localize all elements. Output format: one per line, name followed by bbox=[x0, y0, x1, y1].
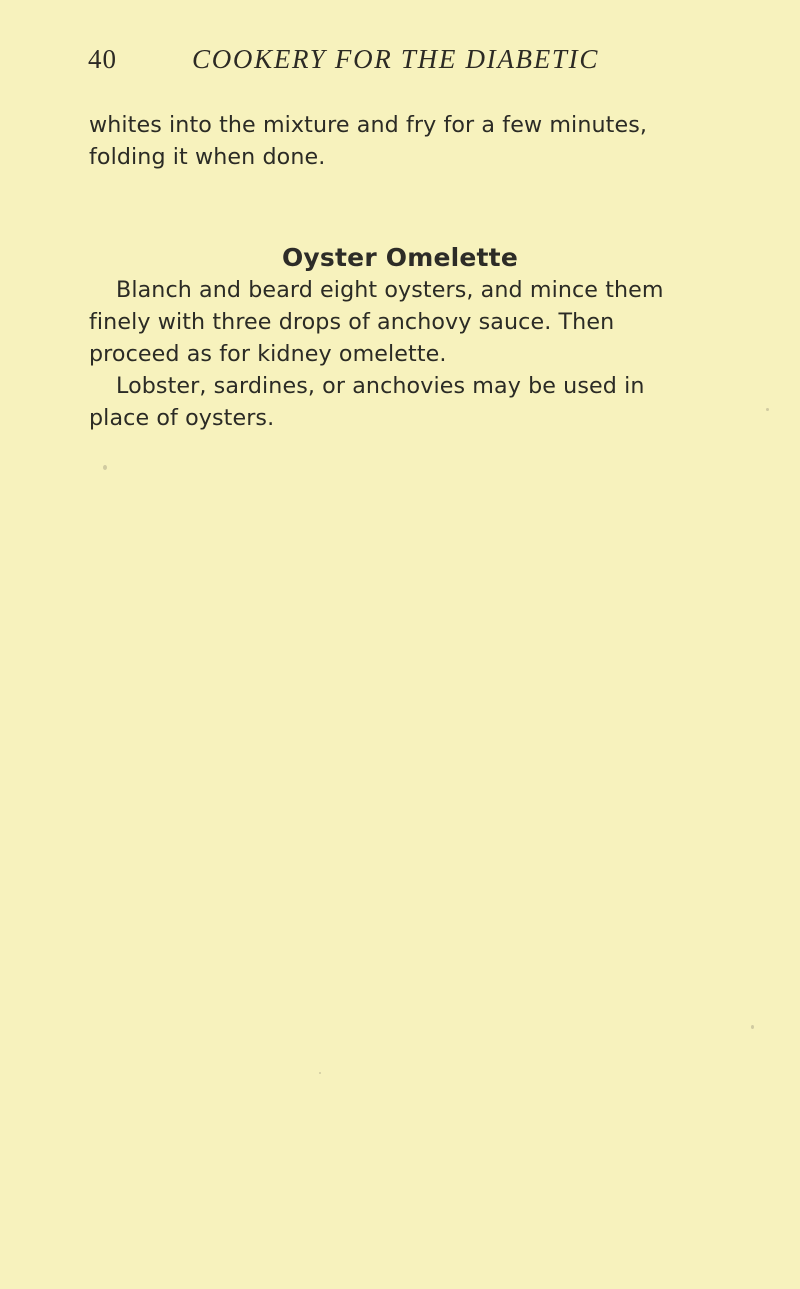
paper-speck bbox=[319, 1072, 321, 1074]
paper-speck bbox=[751, 1025, 754, 1029]
page-number: 40 bbox=[88, 44, 117, 74]
paper-speck bbox=[103, 465, 107, 470]
continued-paragraph bbox=[89, 109, 756, 173]
recipe-paragraph bbox=[89, 274, 756, 370]
paragraph-line: finely with three drops of anchovy sauce. Then bbox=[89, 309, 615, 335]
paragraph-line: whites into the mixture and fry for a few minutes, bbox=[89, 112, 648, 138]
paragraph-line: Blanch and beard eight oysters, and mince them bbox=[116, 277, 664, 303]
paragraph-line: proceed as for kidney omelette. bbox=[89, 341, 447, 367]
paragraph-line: place of oysters. bbox=[89, 405, 275, 431]
book-title: COOKERY FOR THE DIABETIC bbox=[192, 44, 600, 74]
note-paragraph bbox=[89, 370, 756, 434]
running-head bbox=[88, 44, 748, 84]
paragraph-line: Lobster, sardines, or anchovies may be used in bbox=[116, 373, 645, 399]
paragraph-line: folding it when done. bbox=[89, 144, 326, 170]
paper-speck bbox=[766, 408, 769, 411]
section-heading: Oyster Omelette bbox=[281, 242, 518, 272]
